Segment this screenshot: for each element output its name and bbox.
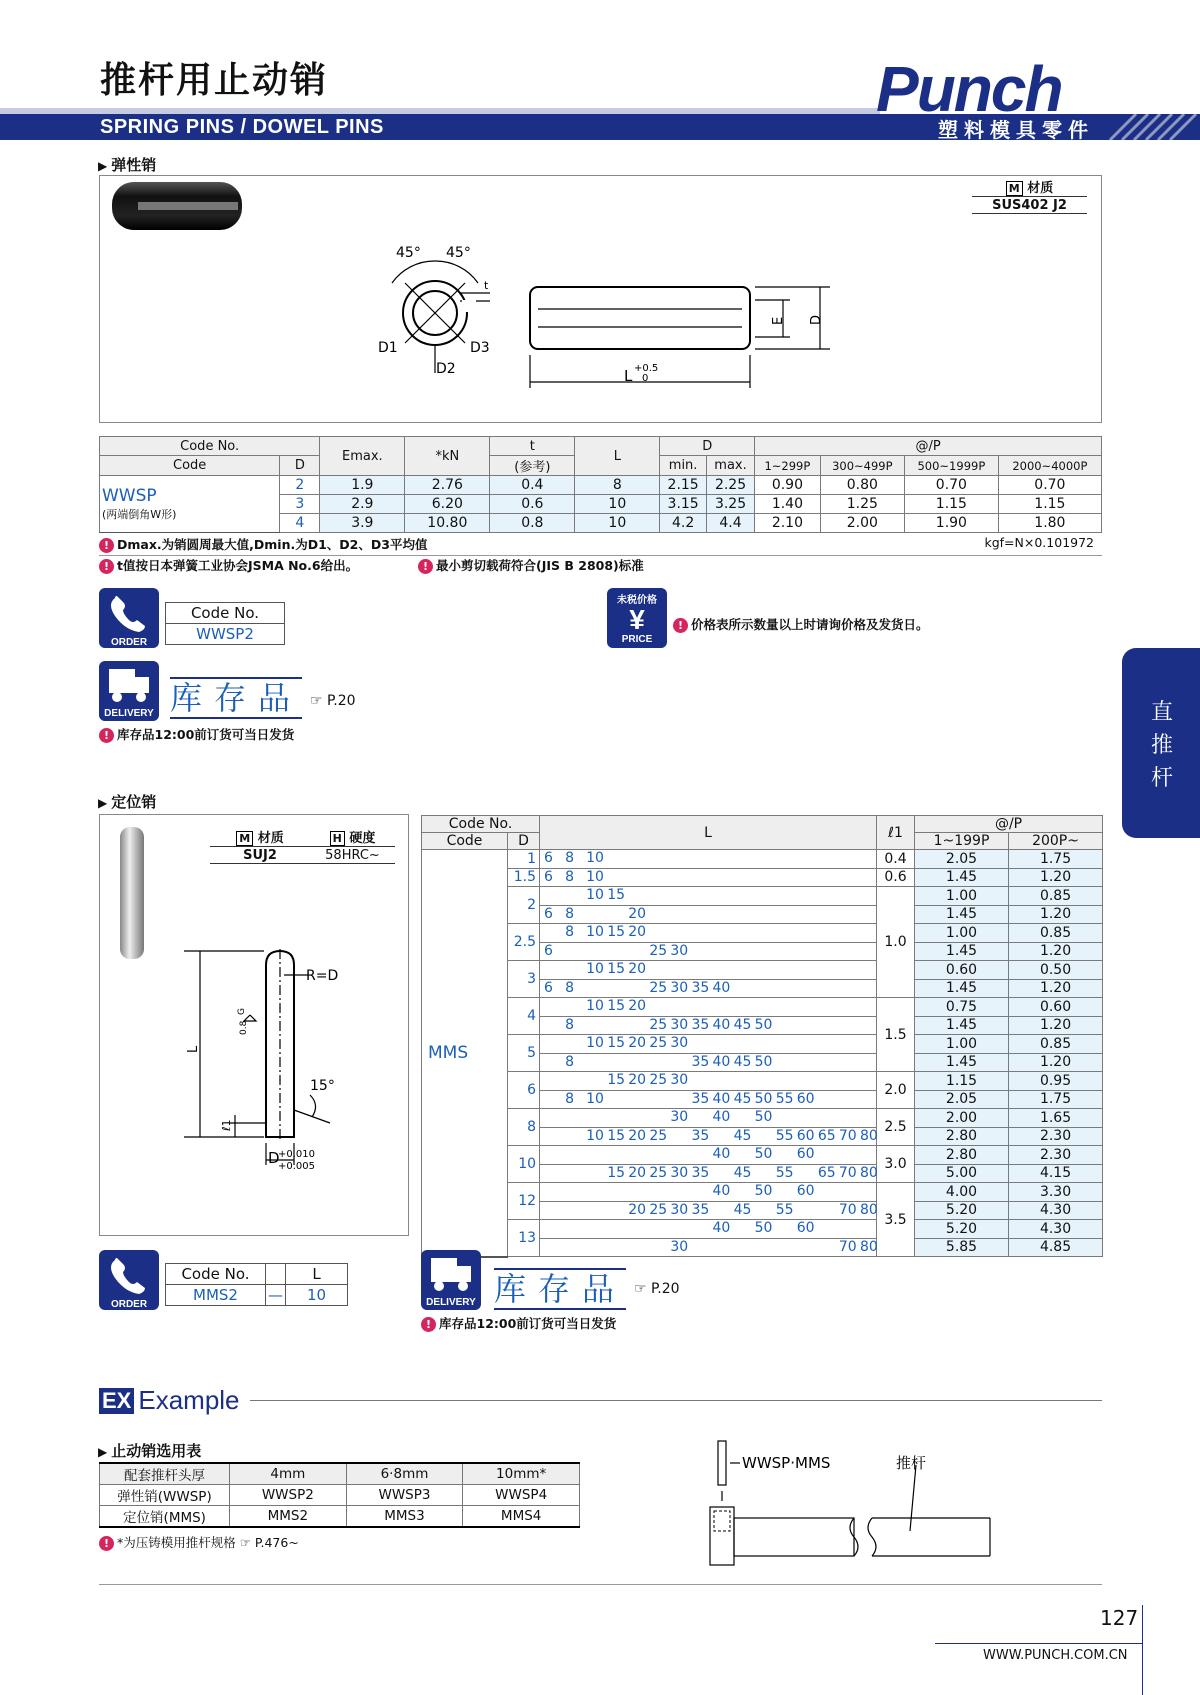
price-cell: 0.60 [1009, 998, 1103, 1017]
l-cell [540, 1201, 877, 1220]
footer-vline [1142, 1605, 1143, 1695]
price-cell: 2.80 [915, 1127, 1009, 1146]
l-value: 20 [628, 905, 647, 922]
price-cell: 4.30 [1009, 1201, 1103, 1220]
svg-text:D3: D3 [470, 340, 490, 356]
l-value: 40 [712, 1016, 731, 1033]
l-cell [540, 850, 877, 869]
dowel-material-values: SUJ2 58HRC~ [210, 848, 395, 864]
price-cell: 0.50 [1009, 961, 1103, 980]
l-cell [540, 1090, 877, 1109]
d-cell: 4 [508, 998, 540, 1035]
price-cell: 1.20 [1009, 868, 1103, 887]
stock-note-2: ! 库存品12:00前订货可当日发货 [421, 1314, 616, 1332]
l-value: 50 [754, 1220, 773, 1236]
l-value: 20 [628, 1164, 647, 1181]
price-cell: 1.65 [1009, 1109, 1103, 1128]
l-value: 10 [586, 1127, 604, 1144]
l1-cell: 0.6 [877, 868, 915, 887]
side-tab-ejector-pins[interactable]: 直 推 杆 [1122, 648, 1200, 838]
page-title: 推杆用止动销 [100, 60, 329, 101]
l-value: 25 [649, 942, 668, 959]
table-row [422, 1109, 1103, 1128]
l-value: 20 [628, 1072, 647, 1088]
l-value: 20 [628, 998, 647, 1014]
section-dowel-pin: ▶ 定位销 [98, 791, 156, 812]
spring-pin-drawing [370, 245, 850, 390]
l-value: 10 [586, 1035, 604, 1051]
l-value: 45 [733, 1201, 752, 1218]
l1-cell: 3.0 [877, 1146, 915, 1183]
l-value: 25 [649, 1201, 668, 1218]
l-value: 50 [754, 1016, 773, 1033]
svg-text:推杆: 推杆 [896, 1454, 927, 1472]
l-value: 6 [544, 942, 553, 959]
page-subtitle: SPRING PINS / DOWEL PINS [100, 116, 384, 138]
l-value: 60 [796, 1183, 815, 1199]
l-value: 30 [670, 979, 689, 996]
table-note-1: ! Dmax.为销圆周最大值,Dmin.为D1、D2、D3平均值 kgf=N×0.101972 [99, 535, 1102, 556]
l-value: 25 [649, 1035, 668, 1051]
svg-text:ℓ1: ℓ1 [220, 1119, 233, 1131]
l1-cell: 3.5 [877, 1183, 915, 1257]
svg-text:0: 0 [642, 373, 649, 384]
l-value: 8 [565, 1016, 574, 1033]
price-cell: 2.05 [915, 1090, 1009, 1109]
l-value: 10 [586, 868, 604, 885]
material-header: M 材质 [972, 177, 1087, 197]
l-cell [540, 1146, 877, 1165]
svg-text:L: L [186, 1045, 201, 1053]
l-value: 30 [670, 1164, 689, 1181]
price-cell: 4.30 [1009, 1220, 1103, 1239]
page-number: 127 [1100, 1606, 1139, 1630]
price-cell: 1.00 [915, 887, 1009, 906]
d-cell: 2 [508, 887, 540, 924]
l-value: 35 [691, 1090, 710, 1107]
table-note-2: ! t值按日本弹簧工业协会JSMA No.6给出。 [99, 556, 358, 574]
l-value: 45 [733, 1127, 752, 1144]
l1-cell: 0.4 [877, 850, 915, 869]
stock-note: ! 库存品12:00前订货可当日发货 [99, 725, 294, 743]
l-value: 10 [586, 850, 604, 866]
price-cell: 4.15 [1009, 1164, 1103, 1183]
d-cell: 13 [508, 1220, 540, 1257]
stock-label-2: 库存品 [494, 1270, 627, 1308]
l-value: 30 [670, 1072, 689, 1088]
svg-text:L: L [624, 367, 633, 385]
d-cell: 1.5 [508, 868, 540, 887]
l-value: 60 [796, 1090, 815, 1107]
svg-text:+0.010: +0.010 [278, 1149, 316, 1160]
spring-pin-photo [108, 176, 248, 236]
l-value: 50 [754, 1053, 773, 1070]
l-value: 55 [775, 1090, 794, 1107]
table-row [422, 924, 1103, 943]
table-row [422, 1220, 1103, 1239]
price-cell: 0.85 [1009, 924, 1103, 943]
order-icon-2: ORDER [99, 1250, 159, 1310]
l-value: 55 [775, 1164, 794, 1181]
delivery-icon-2: DELIVERY [421, 1250, 481, 1310]
price-cell: 1.20 [1009, 905, 1103, 924]
l-cell [540, 1127, 877, 1146]
l-cell [540, 1072, 877, 1091]
l-value: 65 [817, 1127, 836, 1144]
l-value: 10 [586, 1090, 604, 1107]
brand-subtitle: 塑料模具零件 [938, 118, 1094, 142]
stock-label: 库存品 [170, 679, 303, 717]
l-value: 20 [628, 961, 647, 977]
l-cell [540, 1109, 877, 1128]
l-value: 40 [712, 1053, 731, 1070]
l-cell [540, 1183, 877, 1202]
price-icon: 未税价格 ¥ PRICE [607, 588, 667, 648]
l-value: 25 [649, 1164, 668, 1181]
l-value: 60 [796, 1220, 815, 1236]
table-row [422, 998, 1103, 1017]
d-cell: 2.5 [508, 924, 540, 961]
l-value: 15 [607, 1164, 626, 1181]
l-value: 10 [586, 924, 604, 940]
l-value: 35 [691, 1164, 710, 1181]
price-cell: 0.95 [1009, 1072, 1103, 1091]
l-value: 25 [649, 1127, 668, 1144]
svg-text:t: t [484, 279, 489, 292]
l-value: 30 [670, 1201, 689, 1218]
delivery-icon: DELIVERY [99, 661, 159, 721]
l-value: 8 [565, 868, 574, 885]
l-cell [540, 924, 877, 943]
price-cell: 2.00 [915, 1109, 1009, 1128]
svg-text:+0.5: +0.5 [634, 363, 659, 374]
l-value: 35 [691, 1201, 710, 1218]
l-value: 15 [607, 998, 626, 1014]
selection-note: ! *为压铸模用推杆规格 ☞ P.476~ [99, 1533, 299, 1551]
l-value: 70 [838, 1201, 857, 1218]
l-value: 20 [628, 1127, 647, 1144]
l-value: 40 [712, 1109, 731, 1125]
l-value: 60 [796, 1127, 815, 1144]
l-value: 70 [838, 1164, 857, 1181]
l-value: 15 [607, 924, 626, 940]
svg-text:45°: 45° [396, 245, 421, 261]
l-value: 6 [544, 979, 553, 996]
l-value: 45 [733, 1164, 752, 1181]
l-value: 45 [733, 1090, 752, 1107]
price-cell: 1.45 [915, 1016, 1009, 1035]
d-cell: 6 [508, 1072, 540, 1109]
l-value: 60 [796, 1146, 815, 1162]
dowel-material-header: M 材质 H 硬度 [210, 827, 395, 847]
price-cell: 3.30 [1009, 1183, 1103, 1202]
l1-cell: 1.5 [877, 998, 915, 1072]
l-value: 50 [754, 1183, 773, 1199]
l-value: 30 [670, 1035, 689, 1051]
table-row [422, 850, 1103, 869]
l-value: 35 [691, 1053, 710, 1070]
d-cell: 1 [508, 850, 540, 869]
table-row: 定位销(MMS) MMS2 MMS3 MMS4 [100, 1506, 580, 1528]
l-value: 30 [670, 1109, 689, 1125]
order-icon: ORDER [99, 588, 159, 648]
l-cell [540, 887, 877, 906]
l-value: 45 [733, 1016, 752, 1033]
l-value: 40 [712, 979, 731, 996]
spring-pin-table: Code No. Emax. *kN t L D @/P Code D (参考) min. max. 1~299P 300~499P 500~1999P 2000~4000P WWSP (两端倒角W形) 2 1.9 2.76 0.4 8 2.15 2.25 0.90 0.80 0.70 0.70 3 2.9 6.20 0.6 10 3.15 3.25 1.40 1.25 1.15 1.15 4 3.9 10.80 0.8 10 4.2 4.4 2.10 2.00 1.90 1.80 [99, 436, 1102, 533]
dowel-pin-drawing [180, 945, 360, 1185]
footer-hline [935, 1643, 1142, 1644]
d-cell: 5 [508, 1035, 540, 1072]
l-cell [540, 942, 877, 961]
l-value: 10 [586, 998, 604, 1014]
table-row [422, 961, 1103, 980]
price-cell: 2.80 [915, 1146, 1009, 1165]
price-cell: 2.30 [1009, 1146, 1103, 1165]
price-cell: 0.60 [915, 961, 1009, 980]
l-value: 15 [607, 1035, 626, 1051]
price-cell: 4.85 [1009, 1238, 1103, 1257]
table-note-3: ! 最小剪切载荷符合(JIS B 2808)标准 [418, 556, 644, 574]
price-cell: 1.75 [1009, 850, 1103, 869]
l1-cell: 1.0 [877, 887, 915, 998]
l-cell [540, 998, 877, 1017]
price-cell: 2.30 [1009, 1127, 1103, 1146]
d-cell: 12 [508, 1183, 540, 1220]
price-cell: 1.15 [915, 1072, 1009, 1091]
price-cell: 0.75 [915, 998, 1009, 1017]
l-value: 20 [628, 924, 647, 940]
brand-logo: Punch [876, 53, 1062, 125]
price-cell: 0.85 [1009, 1035, 1103, 1054]
svg-text:D: D [809, 314, 824, 325]
price-cell: 5.20 [915, 1201, 1009, 1220]
l-value: 10 [586, 961, 604, 977]
table-row: 弹性销(WWSP) WWSP2 WWSP3 WWSP4 [100, 1485, 580, 1506]
d-cell: 3 [508, 961, 540, 998]
price-cell: 1.20 [1009, 1053, 1103, 1072]
price-cell: 0.85 [1009, 887, 1103, 906]
code-cell: MMS [422, 850, 508, 1257]
l1-cell: 2.0 [877, 1072, 915, 1109]
table-row [422, 1072, 1103, 1091]
table-row [422, 868, 1103, 887]
l-value: 15 [607, 1072, 626, 1088]
l-value: 30 [670, 1238, 689, 1255]
l-value: 8 [565, 1053, 574, 1070]
l-value: 20 [628, 1035, 647, 1051]
example-drawing [690, 1435, 1010, 1580]
l-cell [540, 1035, 877, 1054]
l-value: 40 [712, 1090, 731, 1107]
l-value: 25 [649, 979, 668, 996]
l-value: 80 [859, 1238, 878, 1255]
price-cell: 1.45 [915, 942, 1009, 961]
footer-url[interactable]: WWW.PUNCH.COM.CN [983, 1648, 1128, 1663]
table-row [422, 1146, 1103, 1165]
price-cell: 1.45 [915, 905, 1009, 924]
l-cell [540, 979, 877, 998]
l-value: 25 [649, 1016, 668, 1033]
price-cell: 2.05 [915, 850, 1009, 869]
svg-text:D2: D2 [436, 361, 456, 377]
l-cell [540, 905, 877, 924]
dowel-pin-photo [116, 825, 152, 963]
l-value: 65 [817, 1164, 836, 1181]
table-row [422, 1183, 1103, 1202]
l-value: 70 [838, 1238, 857, 1255]
l-value: 80 [859, 1201, 878, 1218]
l-value: 15 [607, 961, 626, 977]
l-value: 8 [565, 850, 574, 866]
l-value: 8 [565, 1090, 574, 1107]
section-selection: ▶ 止动销选用表 [98, 1440, 201, 1461]
l-cell [540, 1016, 877, 1035]
l-value: 8 [565, 924, 574, 940]
price-cell: 1.75 [1009, 1090, 1103, 1109]
price-cell: 1.00 [915, 1035, 1009, 1054]
l-value: 55 [775, 1127, 794, 1144]
price-cell: 5.20 [915, 1220, 1009, 1239]
selection-table: 配套推杆头厚 4mm 6·8mm 10mm* 弹性销(WWSP) WWSP2 WWSP3 WWSP4 定位销(MMS) MMS2 MMS3 MMS4 [99, 1462, 580, 1528]
price-cell: 1.45 [915, 868, 1009, 887]
l-value: 40 [712, 1183, 731, 1199]
svg-text:D1: D1 [378, 340, 398, 356]
stock-page-ref-2[interactable]: ☞ P.20 [634, 1281, 680, 1297]
l-value: 6 [544, 868, 553, 885]
d-cell: 10 [508, 1146, 540, 1183]
l-value: 50 [754, 1146, 773, 1162]
price-note: ! 价格表所示数量以上时请询价格及发货日。 [673, 615, 929, 633]
price-cell: 1.20 [1009, 942, 1103, 961]
price-cell: 5.00 [915, 1164, 1009, 1183]
d-cell: 8 [508, 1109, 540, 1146]
l-value: 8 [565, 979, 574, 996]
l-value: 20 [628, 1201, 647, 1218]
price-cell: 1.20 [1009, 979, 1103, 998]
l-cell [540, 1220, 877, 1239]
svg-text:G: G [237, 1008, 247, 1015]
dowel-pin-table: Code No. L ℓ1 @/P Code D 1~199P 200P~ MMS 1 6 8 10 0.4 2.05 1.75 1.5 6 8 10 0.6 1.45 1.20 2 10 15 1.0 1.00 0.85 6 8 20 1.45 1.20 2.5 8 10 15 20 1.00 0.85 6 25 30 1.45 1.20 3 10 15 20 0.60 0.50 6 8 25 30 35 40 1.45 1.20 4 10 15 20 1.5 0.75 0.60 8 25 30 35 40 45 50 1.45 1.20 5 10 15 20 25 30 1.00 0.85 8 35 40 45 50 1.45 1.20 6 15 20 25 30 2.0 1.15 0.95 8 10 35 40 45 50 55 60 2.05 1.75 8 30 40 50 2.5 2.00 1.65 10 15 20 25 35 45 55 60 65 70 80 2.80 2.30 10 40 50 60 3.0 2.80 2.30 15 20 25 30 35 45 55 65 70 80 5.00 4.15 12 40 50 60 3.5 4.00 3.30 20 25 30 35 45 55 70 80 5.20 4.30 13 40 50 60 5.20 4.30 30 70 80 5.85 4.85 [421, 815, 1102, 1258]
table-row: WWSP (两端倒角W形) 2 1.9 2.76 0.4 8 2.15 2.25 0.90 0.80 0.70 0.70 [100, 476, 1102, 495]
price-cell: 1.45 [915, 1053, 1009, 1072]
l-value: 40 [712, 1146, 731, 1162]
stock-page-ref[interactable]: ☞ P.20 [310, 693, 356, 709]
section-spring-pin: ▶ 弹性销 [98, 154, 156, 175]
l-value: 70 [838, 1127, 857, 1144]
price-cell: 5.85 [915, 1238, 1009, 1257]
price-cell: 1.20 [1009, 1016, 1103, 1035]
l-value: 6 [544, 905, 553, 922]
l-value: 45 [733, 1053, 752, 1070]
l-value: 80 [859, 1164, 878, 1181]
l-value: 50 [754, 1090, 773, 1107]
svg-text:0.8: 0.8 [239, 1020, 249, 1035]
l-value: 35 [691, 1016, 710, 1033]
l-value: 35 [691, 1127, 710, 1144]
svg-text:E: E [771, 316, 786, 325]
l-value: 30 [670, 1016, 689, 1033]
svg-text:R=D: R=D [306, 968, 339, 984]
svg-text:15°: 15° [310, 1078, 335, 1094]
svg-text:D: D [268, 1149, 280, 1167]
svg-text:WWSP·MMS: WWSP·MMS [742, 1454, 831, 1472]
l-value: 15 [607, 1127, 626, 1144]
l1-cell: 2.5 [877, 1109, 915, 1146]
order-code-box-2: Code No. L MMS2 — 10 [165, 1263, 348, 1306]
l-cell [540, 961, 877, 980]
example-header: EX Example [99, 1385, 1102, 1416]
l-cell [540, 868, 877, 887]
price-cell: 1.00 [915, 924, 1009, 943]
l-value: 15 [607, 887, 626, 903]
l-cell [540, 1053, 877, 1072]
l-value: 10 [586, 887, 604, 903]
svg-text:+0.005: +0.005 [278, 1161, 316, 1172]
l-value: 50 [754, 1109, 773, 1125]
l-cell [540, 1164, 877, 1183]
l-cell [540, 1238, 877, 1257]
table-row [422, 887, 1103, 906]
l-value: 25 [649, 1072, 668, 1088]
price-cell: 4.00 [915, 1183, 1009, 1202]
l-value: 55 [775, 1201, 794, 1218]
price-cell: 1.45 [915, 979, 1009, 998]
svg-text:45°: 45° [446, 245, 471, 261]
l-value: 35 [691, 979, 710, 996]
table-row: 3 2.9 6.20 0.6 10 3.15 3.25 1.40 1.25 1.15 1.15 [100, 495, 1102, 514]
table-row: 4 3.9 10.80 0.8 10 4.2 4.4 2.10 2.00 1.90 1.80 [100, 514, 1102, 533]
l-value: 6 [544, 850, 553, 866]
order-code-box: Code No. WWSP2 [165, 602, 285, 645]
footer-divider [99, 1584, 1102, 1585]
l-value: 80 [859, 1127, 878, 1144]
l-value: 40 [712, 1220, 731, 1236]
l-value: 8 [565, 905, 574, 922]
table-row [422, 1035, 1103, 1054]
l-value: 30 [670, 942, 689, 959]
material-value: SUS402 J2 [972, 198, 1087, 214]
